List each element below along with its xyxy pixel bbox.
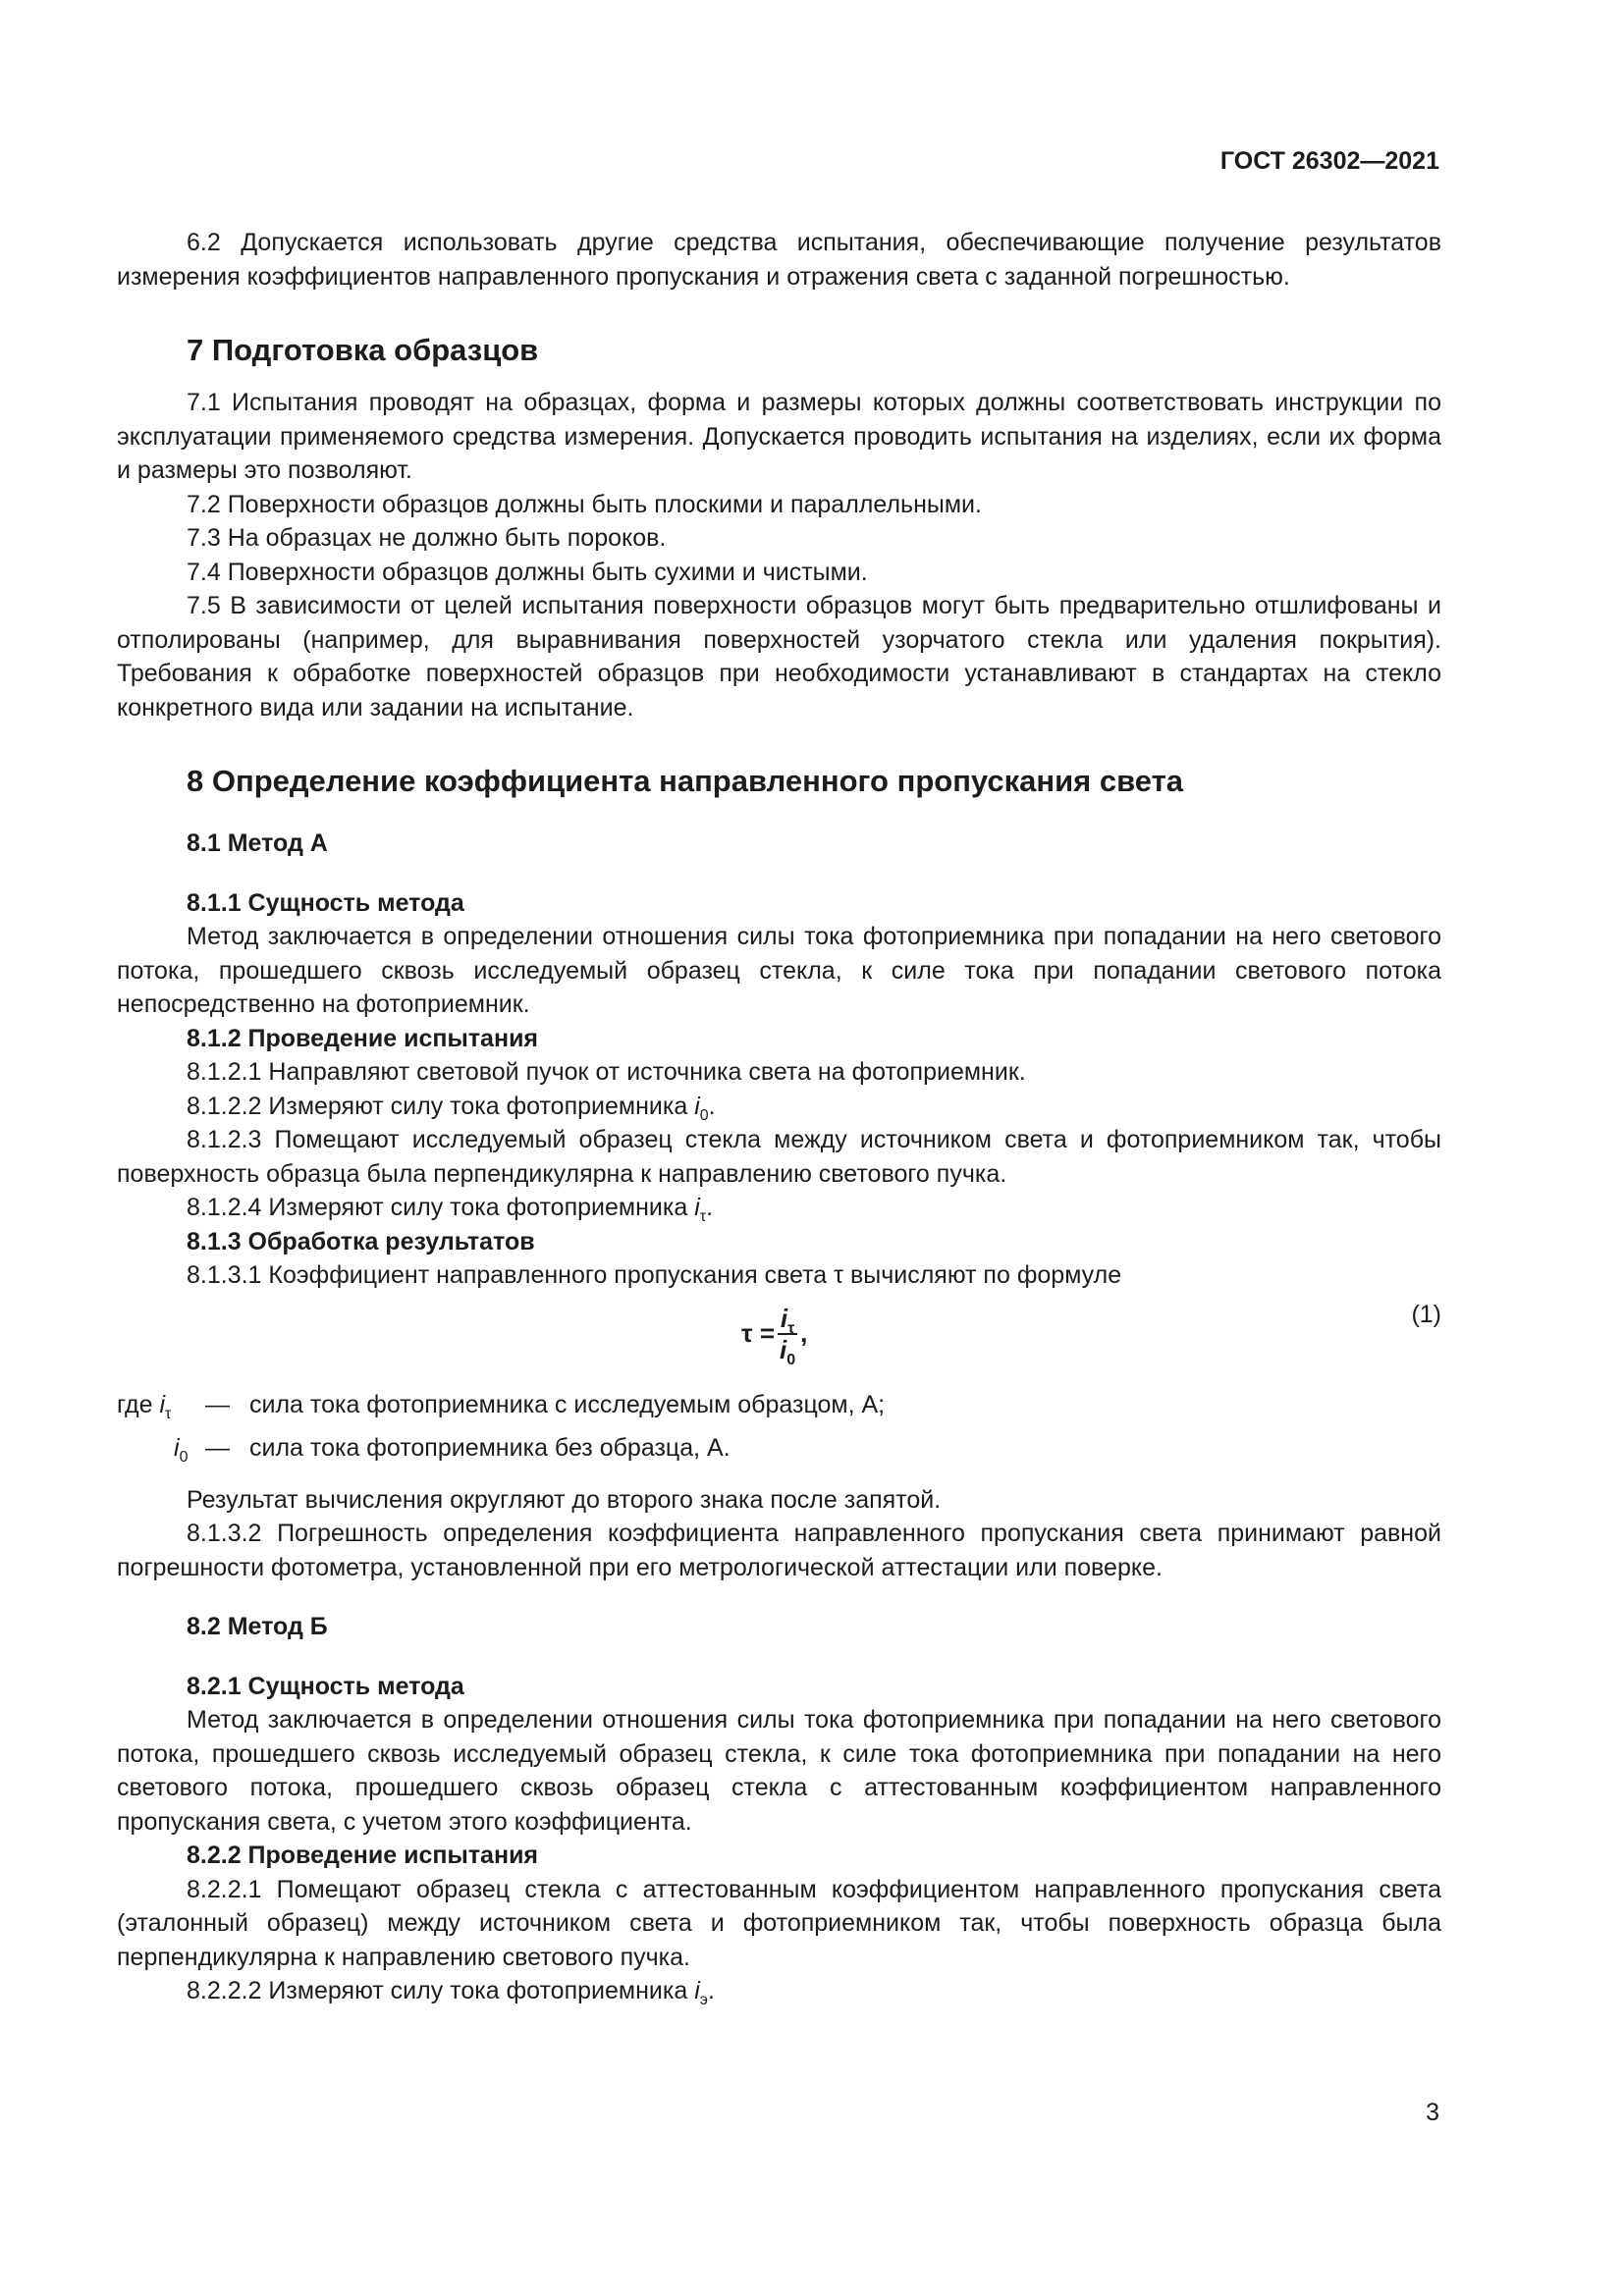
- section-8-heading: 8 Определение коэффициента направленного пропускания света: [187, 764, 1184, 798]
- subsection-8-2-2-heading: 8.2.2 Проведение испытания: [187, 1842, 539, 1869]
- where-lead-text: где: [117, 1390, 153, 1418]
- where-term-2-desc: сила тока фотоприемника без образца, А.: [249, 1433, 731, 1462]
- section-7-heading: 7 Подготовка образцов: [187, 333, 539, 367]
- formula-trail: ,: [800, 1318, 808, 1348]
- where-term-1-desc: сила тока фотоприемника с исследуемым образцом, А;: [249, 1390, 886, 1418]
- paragraph-7-2: 7.2 Поверхности образцов должны быть плоскими и параллельными.: [187, 490, 982, 518]
- paragraph-7-4: 7.4 Поверхности образцов должны быть сухими и чистыми.: [187, 558, 868, 586]
- paragraph-8-1-2-2-text: 8.1.2.2 Измеряют силу тока фотоприемника: [187, 1092, 688, 1120]
- where-term-2-var: i: [174, 1433, 180, 1462]
- formula-lhs: τ =: [741, 1318, 776, 1348]
- paragraph-8-1-3-2: 8.1.3.2 Погрешность определения коэффициента направленного пропускания света принимают равной погрешности фотометра, установленной при его метрологической аттестации или поверке.: [117, 1520, 1441, 1581]
- document-id: ГОСТ 26302—2021: [1219, 147, 1439, 175]
- formula-denominator: [777, 1334, 798, 1368]
- where-term-2-symbol: [174, 1433, 189, 1466]
- paragraph-8-1-3-1: 8.1.3.1 Коэффициент направленного пропускания света τ вычисляют по формуле: [187, 1261, 1122, 1289]
- denominator-sub: 0: [786, 1351, 796, 1368]
- page-body: [117, 226, 1441, 2008]
- formula-1: [117, 1293, 1441, 1391]
- denominator-var: i: [780, 1334, 787, 1364]
- where-term-1: [117, 1391, 1441, 1434]
- paragraph-8-1-2-4-text: 8.1.2.4 Измеряют силу тока фотоприемника: [187, 1194, 688, 1221]
- paragraph-rounding: Результат вычисления округляют до второго знака после запятой.: [187, 1485, 942, 1514]
- paragraph-7-5: 7.5 В зависимости от целей испытания поверхности образцов могут быть предварительно отшлифованы и отполированы (например, для выравнивания поверхностей узорчатого стекла или удаления покрытия). Требования к обработке поверхностей образцов при необходимости устанавливают в стандартах на стекло конкретного вида или задании на испытание.: [117, 592, 1441, 721]
- subscript-0: 0: [699, 1106, 709, 1124]
- paragraph-8-1-2-3: 8.1.2.3 Помещают исследуемый образец стекла между источником света и фотоприемником так, чтобы поверхность образца была перпендикулярна к направлению светового пучка.: [117, 1126, 1441, 1188]
- var-i: i: [694, 1194, 700, 1221]
- subsection-8-1-1-heading: 8.1.1 Сущность метода: [187, 888, 464, 917]
- paragraph-8-1-2-4: [117, 1191, 1441, 1225]
- where-dash-1: —: [205, 1390, 230, 1418]
- where-dash-2: —: [205, 1433, 230, 1462]
- var-i: i: [694, 1092, 700, 1120]
- where-term-1-sub: τ: [165, 1405, 172, 1422]
- paragraph-7-1: 7.1 Испытания проводят на образцах, форма и размеры которых должны соответствовать инструкции по эксплуатации применяемого средства измерения. Допускается проводить испытания на изделиях, если их форма и размеры это позволяют.: [117, 389, 1441, 484]
- subsection-8-2-1-heading: 8.2.1 Сущность метода: [187, 1672, 464, 1700]
- paragraph-8-2-2-2: [117, 1974, 1441, 2008]
- subscript-e: э: [699, 1992, 708, 2008]
- subsection-8-1-3-heading: 8.1.3 Обработка результатов: [187, 1227, 535, 1255]
- paragraph-6-2: 6.2 Допускается использовать другие средства испытания, обеспечивающие получение результатов измерения коэффициентов направленного пропускания и отражения света с заданной погрешностью.: [117, 229, 1441, 291]
- paragraph-8-1-2-2: [117, 1090, 1441, 1124]
- paragraph-8-2-1: Метод заключается в определении отношения силы тока фотоприемника при попадании на него светового потока, прошедшего сквозь исследуемый образец стекла, к силе тока фотоприемника при попадании на него светового потока, прошедшего сквозь образец стекла с аттестованным коэффициентом направленного пропускания света, с учетом этого коэффициента.: [117, 1706, 1441, 1836]
- subsection-8-1-2-heading: 8.1.2 Проведение испытания: [187, 1024, 539, 1052]
- formula-fraction: [777, 1303, 798, 1368]
- formula-numerator: [778, 1305, 797, 1335]
- page-number: 3: [1426, 2099, 1439, 2126]
- period: .: [707, 1977, 715, 2004]
- paragraph-8-2-2-1: 8.2.2.1 Помещают образец стекла с аттестованным коэффициентом направленного пропускания света (эталонный образец) между источником света и фотоприемником так, чтобы поверхность образца была перпендикулярна к направлению светового пучка.: [117, 1875, 1441, 1971]
- where-term-2: [117, 1434, 1441, 1477]
- where-lead: [117, 1390, 172, 1422]
- numerator-var: i: [780, 1303, 788, 1333]
- subsection-8-2-heading: 8.2 Метод Б: [187, 1613, 328, 1640]
- equation-number: (1): [1411, 1300, 1441, 1328]
- where-term-1-var: i: [159, 1390, 166, 1418]
- where-term-2-sub: 0: [179, 1448, 189, 1466]
- formula-expression: [741, 1303, 808, 1368]
- period: .: [706, 1194, 714, 1221]
- period: .: [708, 1092, 716, 1120]
- paragraph-8-1-1: Метод заключается в определении отношения силы тока фотоприемника при попадании на него светового потока, прошедшего сквозь исследуемый образец стекла, к силе тока при попадании светового потока непосредственно на фотоприемник.: [117, 923, 1441, 1018]
- subscript-tau: τ: [699, 1208, 707, 1225]
- paragraph-8-1-2-1: 8.1.2.1 Направляют световой пучок от источника света на фотоприемник.: [187, 1058, 1026, 1086]
- var-i: i: [694, 1977, 700, 2004]
- paragraph-8-2-2-2-text: 8.2.2.2 Измеряют силу тока фотоприемника: [187, 1977, 688, 2004]
- numerator-sub: τ: [787, 1319, 795, 1337]
- paragraph-7-3: 7.3 На образцах не должно быть пороков.: [187, 524, 667, 552]
- subsection-8-1-heading: 8.1 Метод А: [187, 829, 328, 857]
